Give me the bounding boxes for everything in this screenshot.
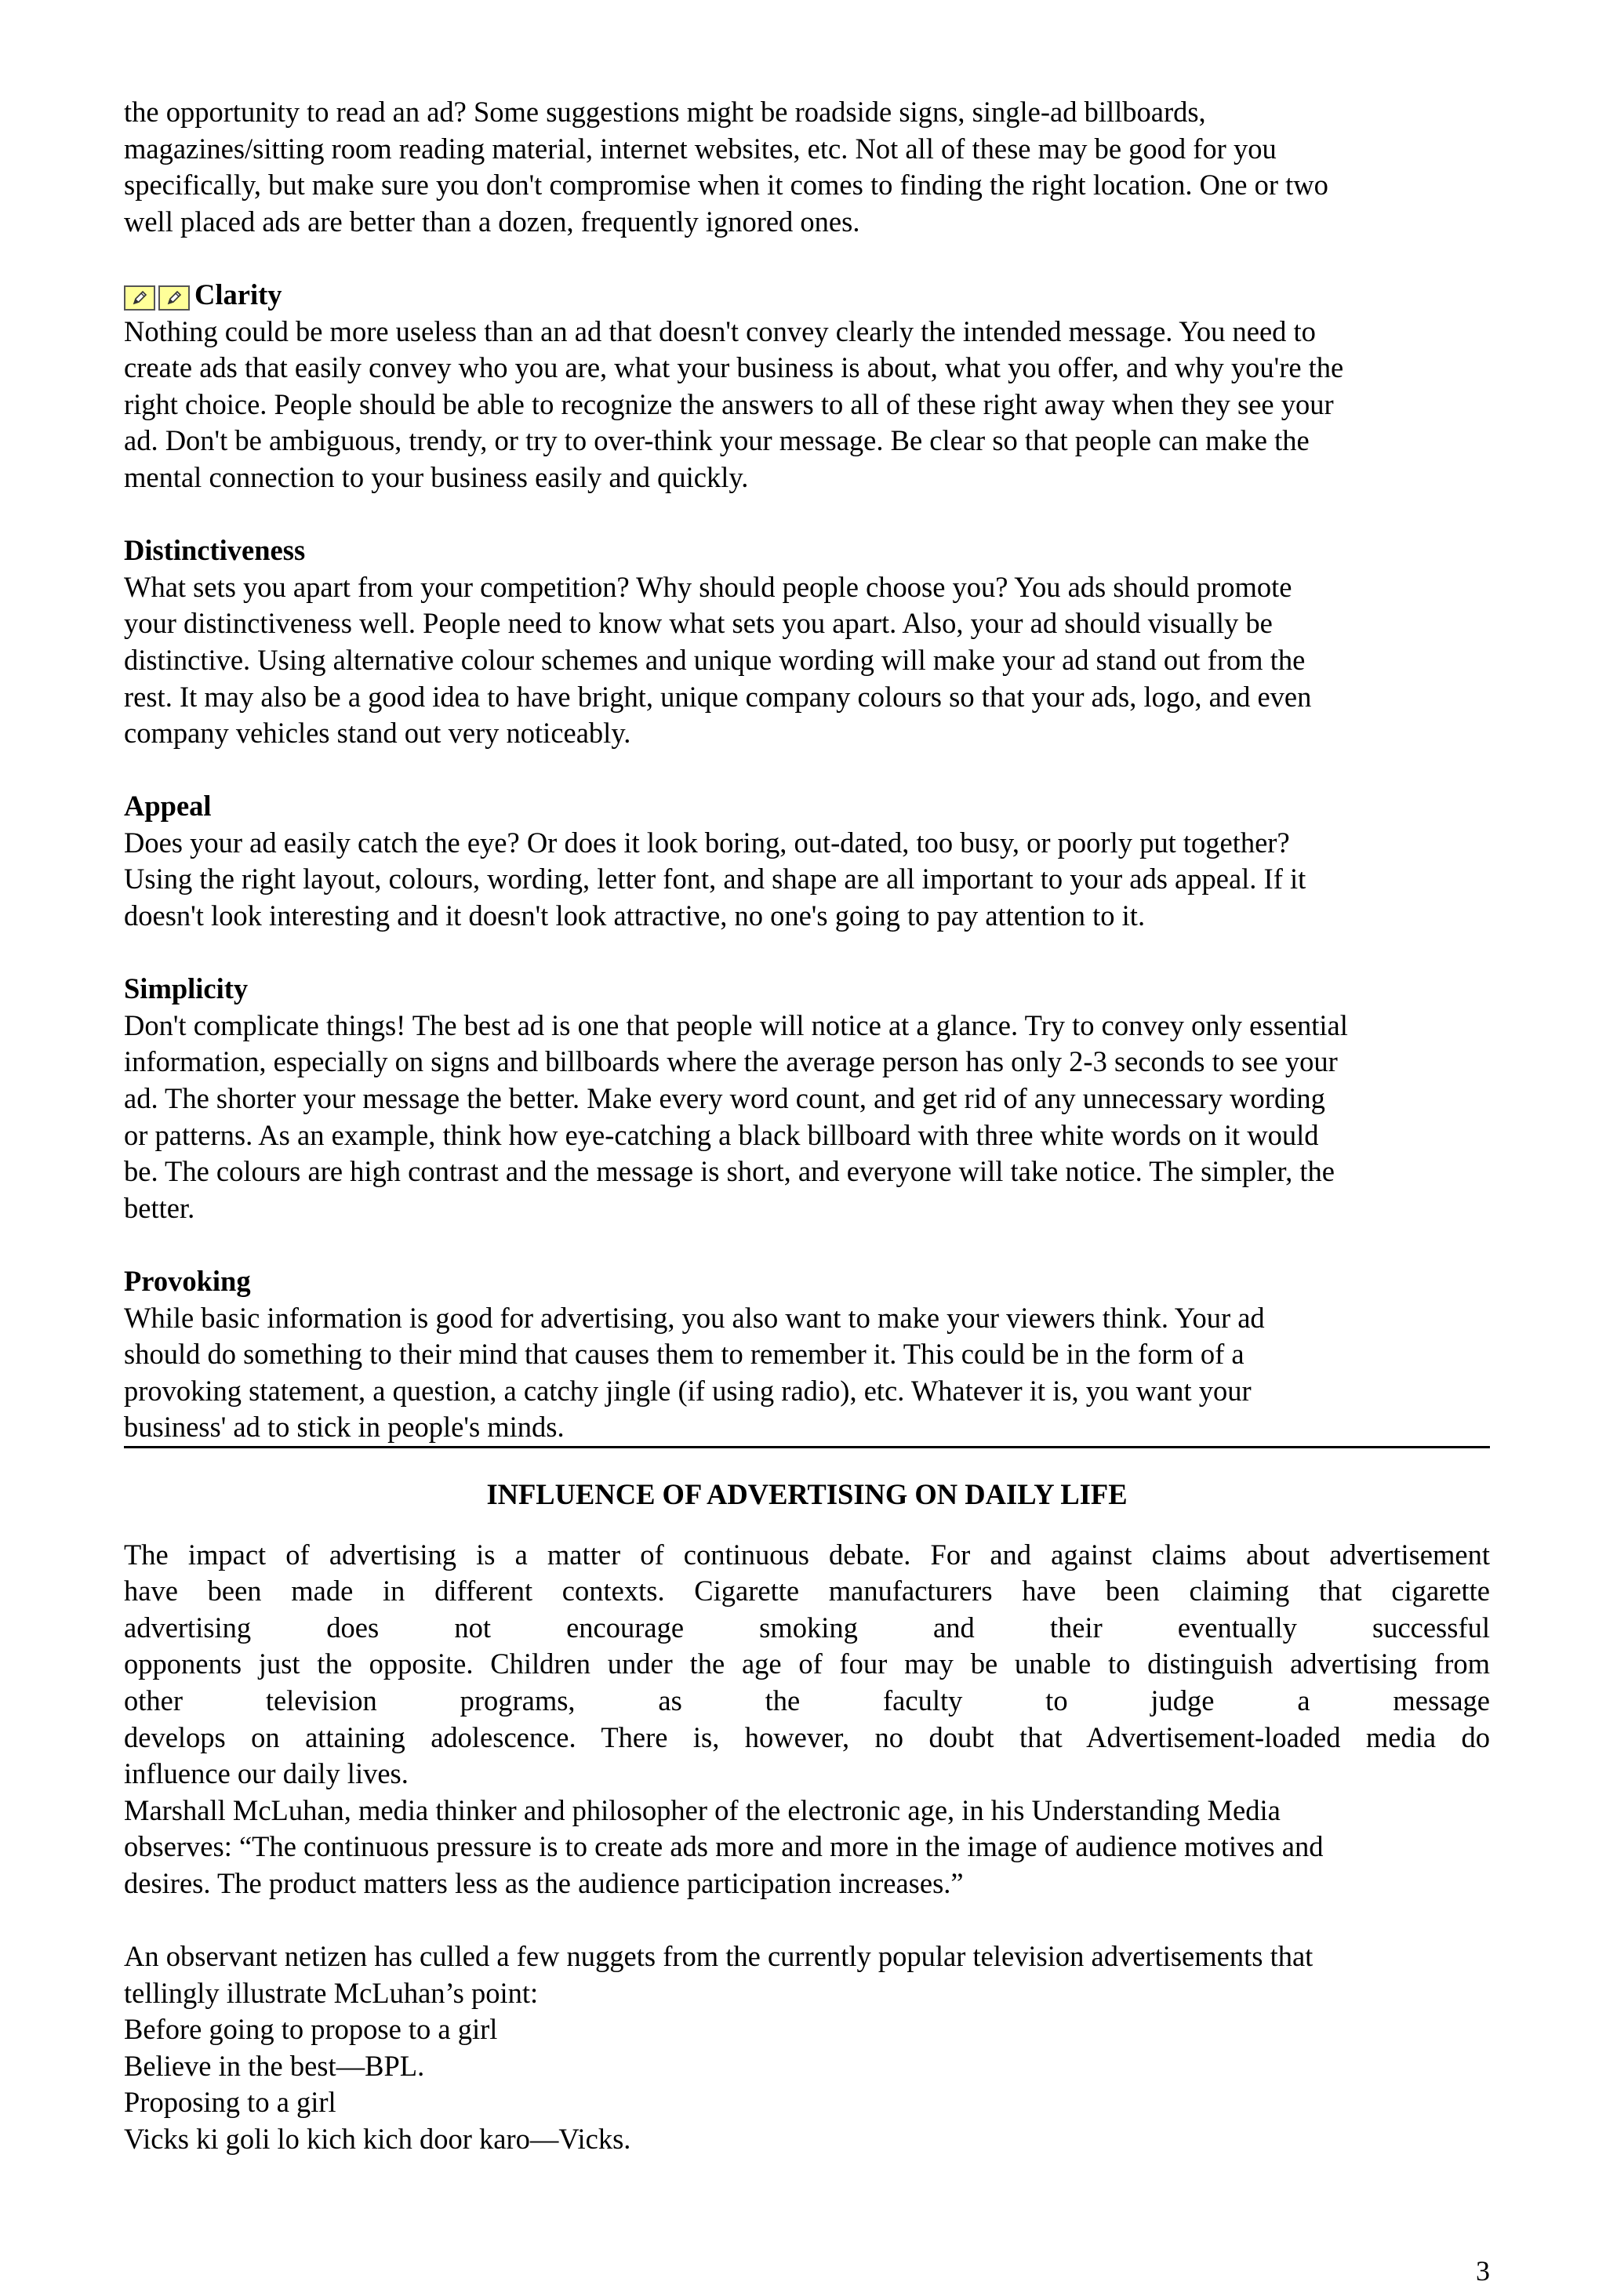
document-page	[124, 94, 1490, 2158]
text-line: business' ad to stick in people's minds.	[124, 1411, 565, 1444]
spacer	[124, 496, 1490, 533]
spacer	[124, 752, 1490, 789]
text-line: be. The colours are high contrast and the message is short, and everyone will take notice. The simpler, the	[124, 1155, 1335, 1188]
section-heading-distinctiveness: Distinctiveness	[124, 534, 306, 567]
text-line: ad. The shorter your message the better. Make every word count, and get rid of any unnecessary wording	[124, 1082, 1325, 1115]
text-line: Using the right layout, colours, wording, letter font, and shape are all important to your ads appeal. If it	[124, 863, 1306, 896]
section-provoking	[124, 1263, 1490, 1448]
influence-paragraph-2	[124, 1793, 1490, 1902]
spacer	[124, 935, 1490, 972]
text-line: provoking statement, a question, a catchy jingle (if using radio), etc. Whatever it is, you want your	[124, 1374, 1252, 1407]
intro-paragraph	[124, 94, 1490, 240]
pencil-icon	[124, 285, 155, 311]
text-line: While basic information is good for advertising, you also want to make your viewers think. Your ad	[124, 1301, 1265, 1334]
text-line: mental connection to your business easily and quickly.	[124, 460, 749, 493]
text-line: Nothing could be more useless than an ad that doesn't convey clearly the intended message. You need to	[124, 314, 1316, 347]
text-line: your distinctiveness well. People need to know what sets you apart. Also, your ad should visually be	[124, 607, 1273, 640]
spacer	[124, 1902, 1490, 1939]
section-simplicity	[124, 971, 1490, 1226]
text-line: The impact of advertising is a matter of continuous debate. For and against claims about advertisement	[124, 1538, 1490, 1571]
text-line: have been made in different contexts. Cigarette manufacturers have been claiming that cigarette	[124, 1575, 1490, 1608]
text-line: desires. The product matters less as the audience participation increases.”	[124, 1866, 964, 1899]
text-line: magazines/sitting room reading material, internet websites, etc. Not all of these may be good for you	[124, 132, 1277, 165]
text-line: specifically, but make sure you don't compromise when it comes to finding the right location. One or two	[124, 169, 1328, 202]
text-line: better.	[124, 1191, 195, 1224]
text-line: tellingly illustrate McLuhan’s point:	[124, 1976, 539, 2009]
text-line: observes: “The continuous pressure is to create ads more and more in the image of audience motives and	[124, 1830, 1324, 1863]
text-line: or patterns. As an example, think how eye-catching a black billboard with three white words on it would	[124, 1118, 1319, 1151]
text-line: the opportunity to read an ad? Some suggestions might be roadside signs, single-ad billboards,	[124, 96, 1206, 128]
text-line: rest. It may also be a good idea to have bright, unique company colours so that your ads, logo, and even	[124, 680, 1312, 713]
spacer	[124, 1226, 1490, 1263]
text-line: well placed ads are better than a dozen, frequently ignored ones.	[124, 205, 860, 238]
text-line: Vicks ki goli lo kich kich door karo—Vicks.	[124, 2123, 631, 2156]
text-line: distinctive. Using alternative colour schemes and unique wording will make your ad stand out from the	[124, 643, 1306, 676]
influence-paragraph-1	[124, 1537, 1490, 1793]
section-heading-provoking: Provoking	[124, 1265, 251, 1297]
section-appeal	[124, 788, 1490, 934]
section-heading-text: Clarity	[194, 278, 282, 311]
text-line: should do something to their mind that causes them to remember it. This could be in the form of a	[124, 1338, 1244, 1371]
text-line: Proposing to a girl	[124, 2086, 336, 2119]
text-line: create ads that easily convey who you are, what your business is about, what you offer, and why you're the	[124, 351, 1344, 384]
section-heading-simplicity: Simplicity	[124, 972, 249, 1005]
text-line: develops on attaining adolescence. There is, however, no doubt that Advertisement-loaded media do	[124, 1720, 1490, 1753]
section-heading-clarity	[124, 277, 1490, 314]
text-line: Does your ad easily catch the eye? Or does it look boring, out-dated, too busy, or poorly put together?	[124, 826, 1290, 859]
text-line: other television programs, as the faculty to judge a message	[124, 1684, 1490, 1717]
text-line: company vehicles stand out very noticeably.	[124, 717, 631, 750]
section-heading-appeal: Appeal	[124, 790, 212, 823]
pencil-icon	[158, 285, 190, 311]
text-line: Marshall McLuhan, media thinker and philosopher of the electronic age, in his Understanding Media	[124, 1793, 1281, 1826]
icon-group	[124, 285, 193, 311]
text-line: influence our daily lives.	[124, 1757, 409, 1790]
text-line: information, especially on signs and billboards where the average person has only 2-3 seconds to see your	[124, 1045, 1338, 1078]
text-line: opponents just the opposite. Children under the age of four may be unable to distinguish advertising from	[124, 1648, 1490, 1680]
text-line: Believe in the best—BPL.	[124, 2049, 425, 2082]
text-line: Don't complicate things! The best ad is one that people will notice at a glance. Try to convey only essential	[124, 1008, 1348, 1041]
section-title-influence: INFLUENCE OF ADVERTISING ON DAILY LIFE	[486, 1477, 1128, 1510]
text-line: right choice. People should be able to recognize the answers to all of these right away when they see your	[124, 387, 1334, 420]
text-line: What sets you apart from your competition? Why should people choose you? You ads should promote	[124, 570, 1292, 603]
text-line: advertising does not encourage smoking and their eventually successful	[124, 1611, 1490, 1644]
spacer	[124, 240, 1490, 277]
text-line: ad. Don't be ambiguous, trendy, or try to over-think your message. Be clear so that people can make the	[124, 424, 1310, 457]
text-line: doesn't look interesting and it doesn't look attractive, no one's going to pay attention to it.	[124, 899, 1146, 932]
page-number: 3	[1476, 2255, 1490, 2287]
text-line: An observant netizen has culled a few nuggets from the currently popular television advertisements that	[124, 1940, 1314, 1973]
influence-paragraph-3	[124, 1938, 1490, 2158]
section-clarity	[124, 277, 1490, 496]
section-distinctiveness	[124, 532, 1490, 752]
text-line: Before going to propose to a girl	[124, 2013, 498, 2046]
